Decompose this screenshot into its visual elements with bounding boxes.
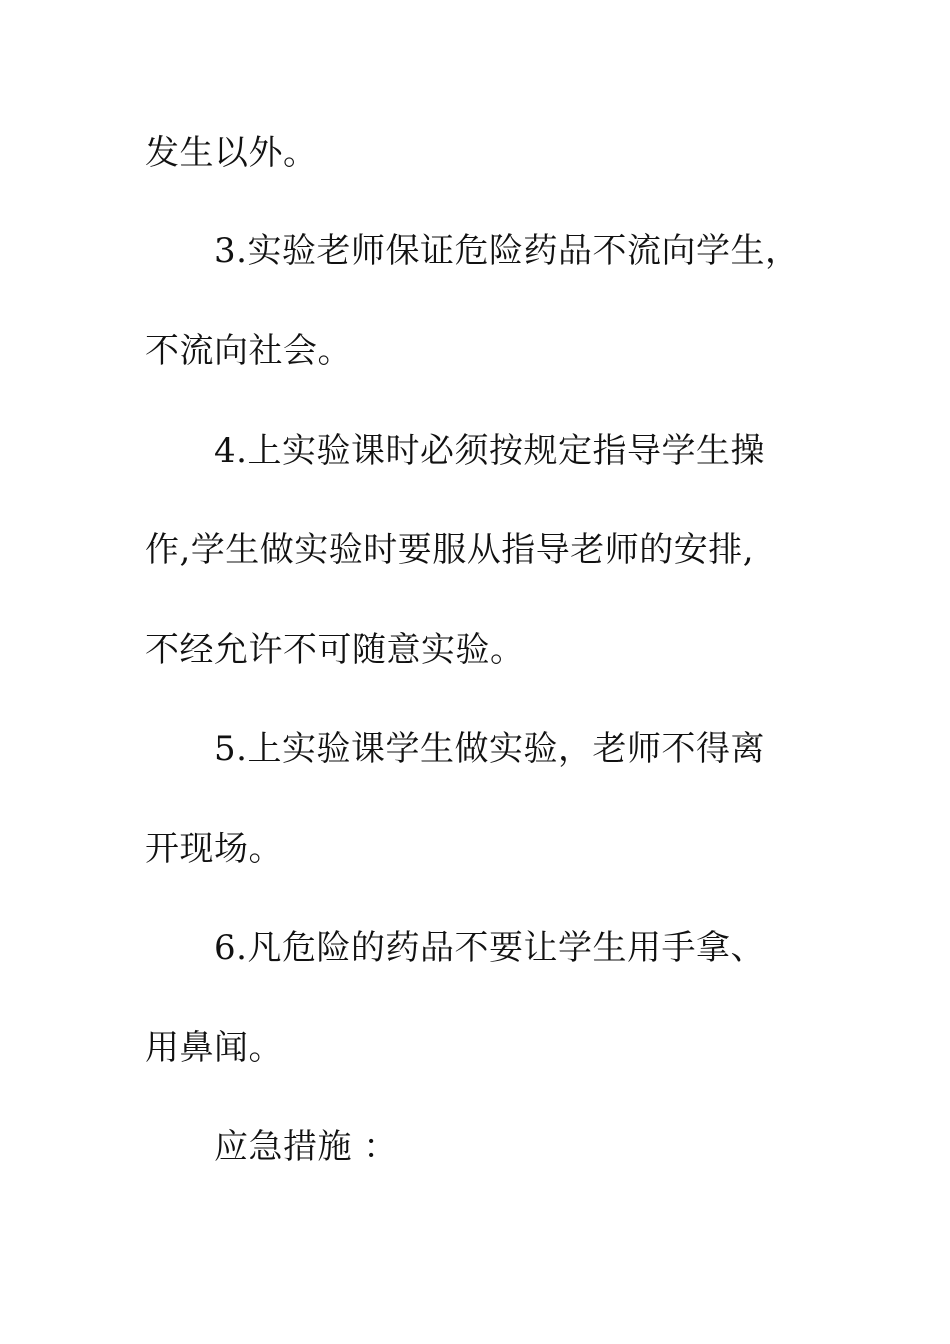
section-heading: 应急措施 ： — [214, 1127, 398, 1167]
paragraph-line: 4.上实验课时必须按规定指导学生操 — [214, 431, 765, 471]
paragraph-line: 不流向社会。 — [145, 331, 352, 371]
paragraph-line: 3.实验老师保证危险药品不流向学生， — [214, 231, 800, 271]
paragraph-line: 5.上实验课学生做实验，老师不得离 — [214, 729, 765, 769]
paragraph-line: 不经允许不可随意实验。 — [145, 630, 525, 670]
paragraph-line: 6.凡危险的药品不要让学生用手拿、 — [214, 928, 765, 968]
paragraph-line: 发生以外。 — [145, 133, 318, 173]
paragraph-line: 用鼻闻。 — [145, 1028, 283, 1068]
paragraph-line: 开现场。 — [145, 829, 283, 869]
paragraph-line: 作,学生做实验时要服从指导老师的安排, — [145, 530, 755, 570]
